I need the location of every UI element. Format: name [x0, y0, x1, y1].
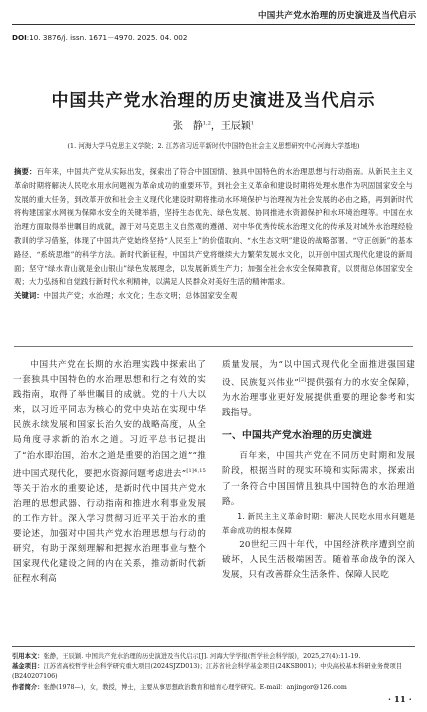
footnote-rule: [12, 646, 415, 647]
header-rule: [12, 24, 415, 25]
keywords-text: 中国共产党；水治理；水文化；生态文明；总体国家安全观: [43, 291, 238, 301]
affiliation: (1. 河海大学马克思主义学院；2. 江苏省习近平新时代中国特色社会主义思想研究中心河海大学基地): [67, 142, 360, 150]
body-text: 质量发展，为“以中国式现代化全面推进强国建设、民族复兴伟业”: [222, 360, 415, 388]
body-paragraph: [222, 358, 415, 421]
author-bio-note: [12, 683, 412, 693]
section-heading: 一、中国共产党水治理的历史演进: [222, 430, 372, 442]
page-number: · 11 ·: [388, 695, 412, 705]
citation: [1]4,15: [186, 467, 206, 474]
abstract-block: [14, 165, 413, 303]
citation: [2]: [298, 377, 307, 384]
funding-note-label: 基金项目：: [12, 663, 44, 671]
keywords-label: 关键词：: [14, 291, 44, 301]
author-name: 王辰颖: [220, 121, 251, 132]
author-separator: ，: [210, 121, 221, 132]
author-name: 张 静: [172, 121, 203, 132]
footnotes: [12, 652, 412, 693]
doi-line: [12, 33, 187, 43]
right-column: [222, 358, 415, 583]
author-affil-mark: 1: [250, 120, 255, 127]
body-paragraph: 20世纪三四十年代，中国经济秩序遭到空前破坏，人民生活极端困苦。随着革命战争的深入发展，只有改善群众生活条件、保障人民吃: [222, 539, 415, 580]
citation-note: [12, 652, 412, 662]
funding-note: [12, 662, 412, 682]
author-affil-mark: 1,2: [202, 120, 211, 127]
abstract-text: 百年来，中国共产党从实际出发，探索出了符合中国国情、独具中国特色的水治理思想与行动指南。从新民主主义革命时期将解决人民吃水用水问题视为革命成功的重要环节，到社会主义革命和建设时期将处理水患作为巩固国家安全与发展的重大任务，到改革开放和社会主义现代化建设时期将推动水环境保护与治理视为社会发展的必由之路，再到新时代将构建国家水网视为保障水安全的关键举措，坚持生态优先、绿色发展、协同推进水资源保护和水环境治理等。中国在水治理方面取得举世瞩目的成就，源于对马克思主义自然观的遵循、对中华优秀传统水治理文化的传承及对域外水治理经验教训的学习借鉴，体现了中国共产党始终坚持“人民至上”的价值取向、“水生态文明”建设的战略部署、“守正创新”的基本路径、“系统思维”的科学方法。新时代新征程，中国共产党将继续大力繁荣发展水文化，以开创中国式现代化建设的新局面；坚守“绿水青山就是金山银山”绿色发展理念，以发展新质生产力；加强全社会水安全保障教育，以贯彻总体国家安全观；大力弘扬和自觉践行新时代水利精神，以满足人民群众对美好生活的精神需求。: [14, 167, 413, 287]
funding-note-text: 江苏省高校哲学社会科学研究重大项目(2024SJZD013)；江苏省社会科学基金项目(24KSB001)；中央高校基本科研业务费项目(B240207106): [12, 663, 403, 681]
citation-note-text: 张静，王辰颖. 中国共产党水治理的历史演进及当代启示[J]. 河海大学学报(哲学社会科学版)，2025,27(4):11-19.: [43, 653, 361, 660]
body-paragraph: [13, 358, 206, 587]
paper-title: 中国共产党水治理的历史演进及当代启示: [51, 91, 376, 111]
abstract-rule: [14, 346, 413, 347]
body-text: 提供强有力的水安全保障，为水治理事业更好发展提供重要的理论参考和实践指导。: [222, 377, 415, 419]
author-line: [0, 117, 427, 132]
citation-note-label: 引用本文：: [12, 653, 44, 660]
body-text: 中国共产党在长期的水治理实践中探索出了一套独具中国特色的水治理思想和行之有效的实践指南，取得了举世瞩目的成就。党的十八大以来，以习近平同志为核心的党中央站在实现中华民族永续发展和国家长治久安的战略高度，从全局角度寻求新的治水之道。习近平总书记提出了“治水即治国，治水之道是重要的治国之道”“推进中国式现代化，要把水资源问题考虑进去”: [13, 360, 206, 479]
doi-label: DOI: [12, 33, 27, 42]
abstract-label: 摘要：: [14, 167, 37, 176]
doi-value: :10. 3876/j. issn. 1671－4970. 2025. 04. 002: [26, 33, 188, 42]
subsection-heading: 1. 新民主主义革命时期：解决人民吃水用水问题是革命成功的根本保障: [222, 511, 415, 535]
author-bio-label: 作者简介：: [12, 683, 44, 691]
body-paragraph: 百年来，中国共产党在不同历史时期和发展阶段，根据当时的现实环境和实际需求，探索出了一条符合中国国情且独具中国特色的水治理道路。: [222, 451, 415, 507]
running-header: 中国共产党水治理的历史演进及当代启示: [258, 11, 417, 21]
left-column: [13, 358, 206, 587]
author-bio-text: 张静(1978—)，女，教授，博士，主要从事思想政治教育和德育心理学研究。E-mail：anjingor@126.com: [43, 683, 347, 691]
body-text: 等关于治水的重要论述，是新时代中国共产党水治理的思想武器、行动指南和推进水利事业发展的工作方针。深入学习贯彻习近平关于治水的重要论述，加强对中国共产党水治理思想与行动的研究，有助于深刻理解和把握水治理事业与整个国家现代化建设之间的内在关系，推动新时代新征程水利高: [13, 483, 206, 585]
